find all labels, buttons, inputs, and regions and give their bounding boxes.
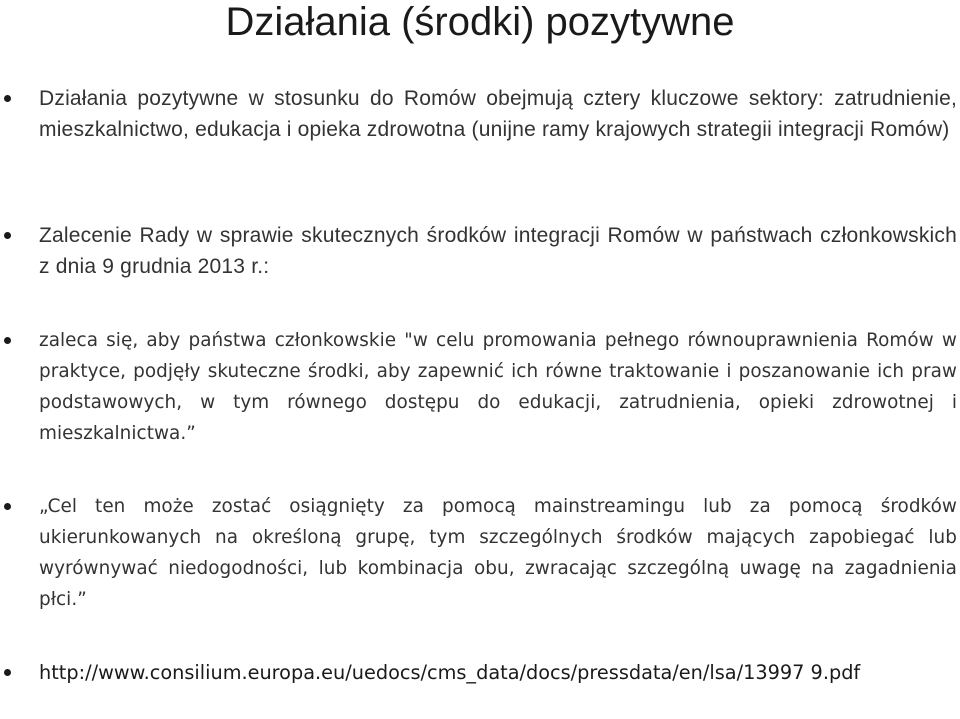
bullet-dot-icon [4, 95, 11, 102]
bullet-dot-icon [4, 337, 11, 344]
bullet-dot-icon [4, 669, 11, 676]
bullet-text: zaleca się, aby państwa członkowskie "w celu promowania pełnego równouprawnienia Romów w praktyce, podjęły skuteczne środki, aby zapewnić ich równe traktowanie i poszanowanie ich praw podstawowych, w tym równego dostępu do edukacji, zatrudnienia, opieki zdrowotnej i mieszkalnictwa.” [39, 330, 957, 444]
bullet-text [39, 657, 957, 688]
bullet-text: Zalecenie Rady w sprawie skutecznych środków integracji Romów w państwach członkowskich z dnia 9 grudnia 2013 r.: [39, 224, 957, 278]
slide-title: Działania (środki) pozytywne [225, 0, 735, 44]
bullet-text: Działania pozytywne w stosunku do Romów obejmują cztery kluczowe sektory: zatrudnienie, mieszkalnictwo, edukacja i opieka zdrowotna (unijne ramy krajowych strategii integracji Romów) [39, 87, 957, 141]
bullet-dot-icon [4, 503, 11, 510]
bullet-text: „Cel ten może zostać osiągnięty za pomocą mainstreamingu lub za pomocą środków ukierunkowanych na określoną grupę, tym szczególnych środków mających zapobiegać lub wyrównywać niedogodności, lub kombinacja obu, zwracając szczególną uwagę na zagadnienia płci.” [39, 496, 957, 610]
source-link[interactable]: http://www.consilium.europa.eu/uedocs/cms_data/docs/pressdata/en/lsa/13997 9.pdf [39, 661, 861, 684]
bullet-dot-icon [4, 232, 11, 239]
